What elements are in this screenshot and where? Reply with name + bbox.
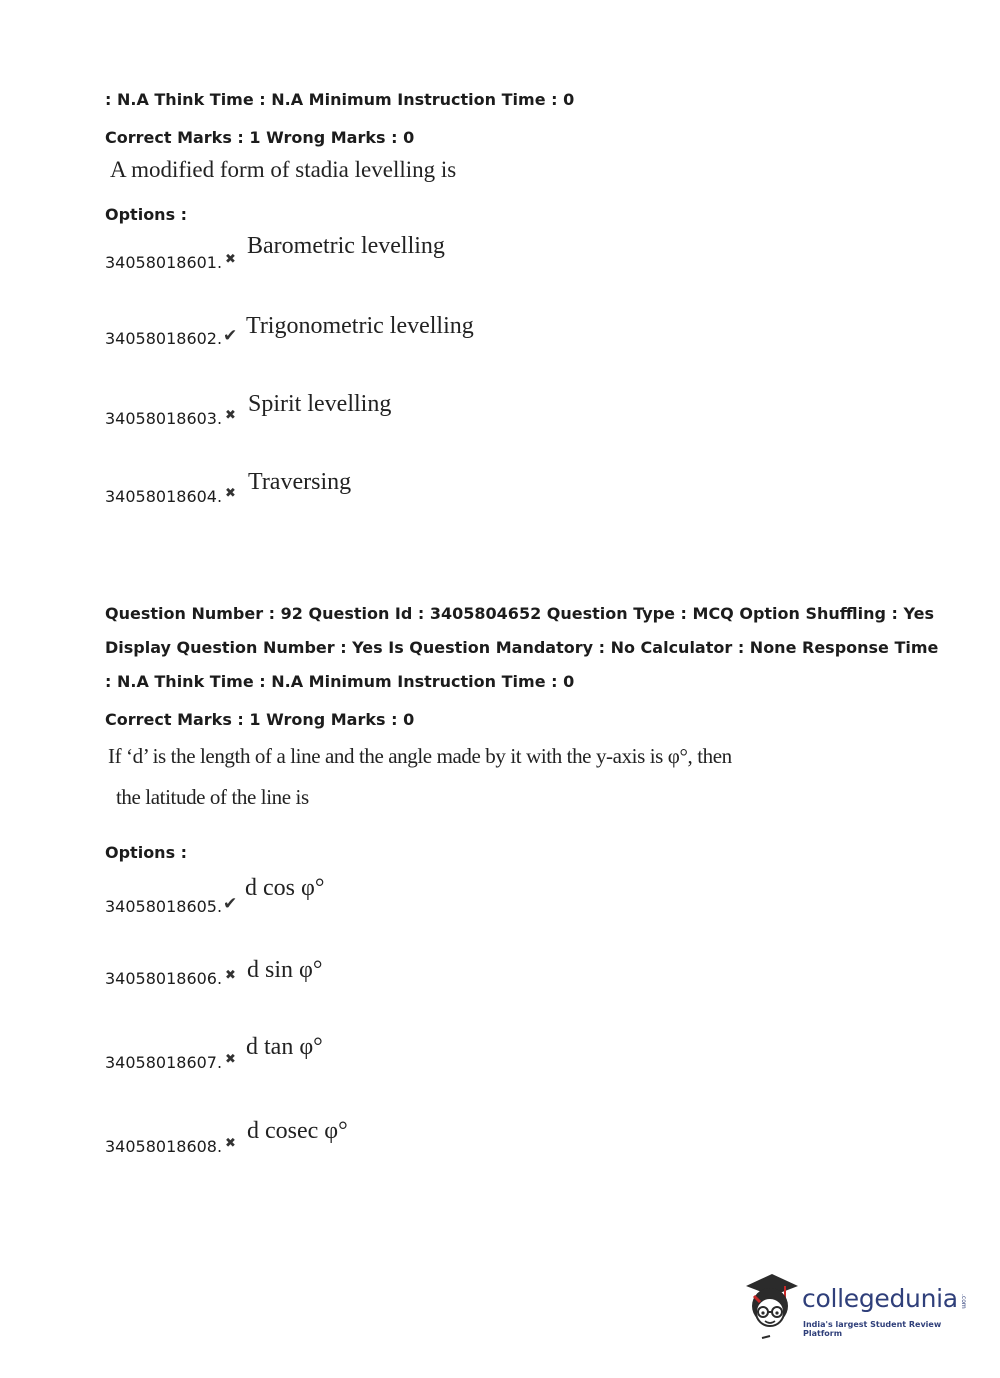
q92-option-1-id: 34058018605. [105,897,223,916]
q91-option-2-text: Trigonometric levelling [246,313,474,339]
check-icon: ✔ [223,894,238,914]
cross-icon: ✖ [225,968,236,983]
q92-option-4-id: 34058018608. [105,1137,223,1156]
q92-options-label: Options : [105,843,188,862]
collegedunia-logo [740,1272,970,1344]
q92-option-3-text: d tan φ° [246,1034,323,1060]
q91-option-1-id: 34058018601. [105,253,223,272]
mascot-icon [740,1272,802,1344]
logo-wordmark: collegedunia [802,1284,958,1313]
q92-meta-line-2: Display Question Number : Yes Is Question Mandatory : No Calculator : None Response Time [105,638,939,657]
q92-question-line-2: the latitude of the line is [116,785,309,809]
q92-option-2-text: d sin φ° [247,957,323,983]
q92-option-1-text: d cos φ° [245,875,325,901]
q92-question-line-1: If ‘d’ is the length of a line and the angle made by it with the y-axis is φ°, then [108,744,732,768]
q91-option-4-id: 34058018604. [105,487,223,506]
q92-meta-line-1: Question Number : 92 Question Id : 3405804652 Question Type : MCQ Option Shuffling : Yes [105,604,935,623]
q91-options-label: Options : [105,205,188,224]
q91-option-1-text: Barometric levelling [247,233,445,259]
check-icon: ✔ [223,326,238,346]
q91-marks-line: Correct Marks : 1 Wrong Marks : 0 [105,128,415,147]
logo-tagline: India's largest Student Review Platform [803,1320,942,1338]
q91-question-text: A modified form of stadia levelling is [110,157,457,182]
q91-option-2-id: 34058018602. [105,329,223,348]
cross-icon: ✖ [225,408,236,423]
q92-meta-line-3: : N.A Think Time : N.A Minimum Instruction Time : 0 [105,672,575,691]
q92-option-4-text: d cosec φ° [247,1118,348,1144]
q92-option-2-id: 34058018606. [105,969,223,988]
logo-domain-suffix: .com [960,1294,967,1309]
cross-icon: ✖ [225,1136,236,1151]
q91-meta-line-1: : N.A Think Time : N.A Minimum Instruction Time : 0 [105,90,575,109]
cross-icon: ✖ [225,252,236,267]
cross-icon: ✖ [225,486,236,501]
q91-option-3-id: 34058018603. [105,409,223,428]
q91-option-4-text: Traversing [248,469,352,495]
q92-option-3-id: 34058018607. [105,1053,223,1072]
q92-marks-line: Correct Marks : 1 Wrong Marks : 0 [105,710,415,729]
cross-icon: ✖ [225,1052,236,1067]
q91-option-3-text: Spirit levelling [248,391,392,417]
